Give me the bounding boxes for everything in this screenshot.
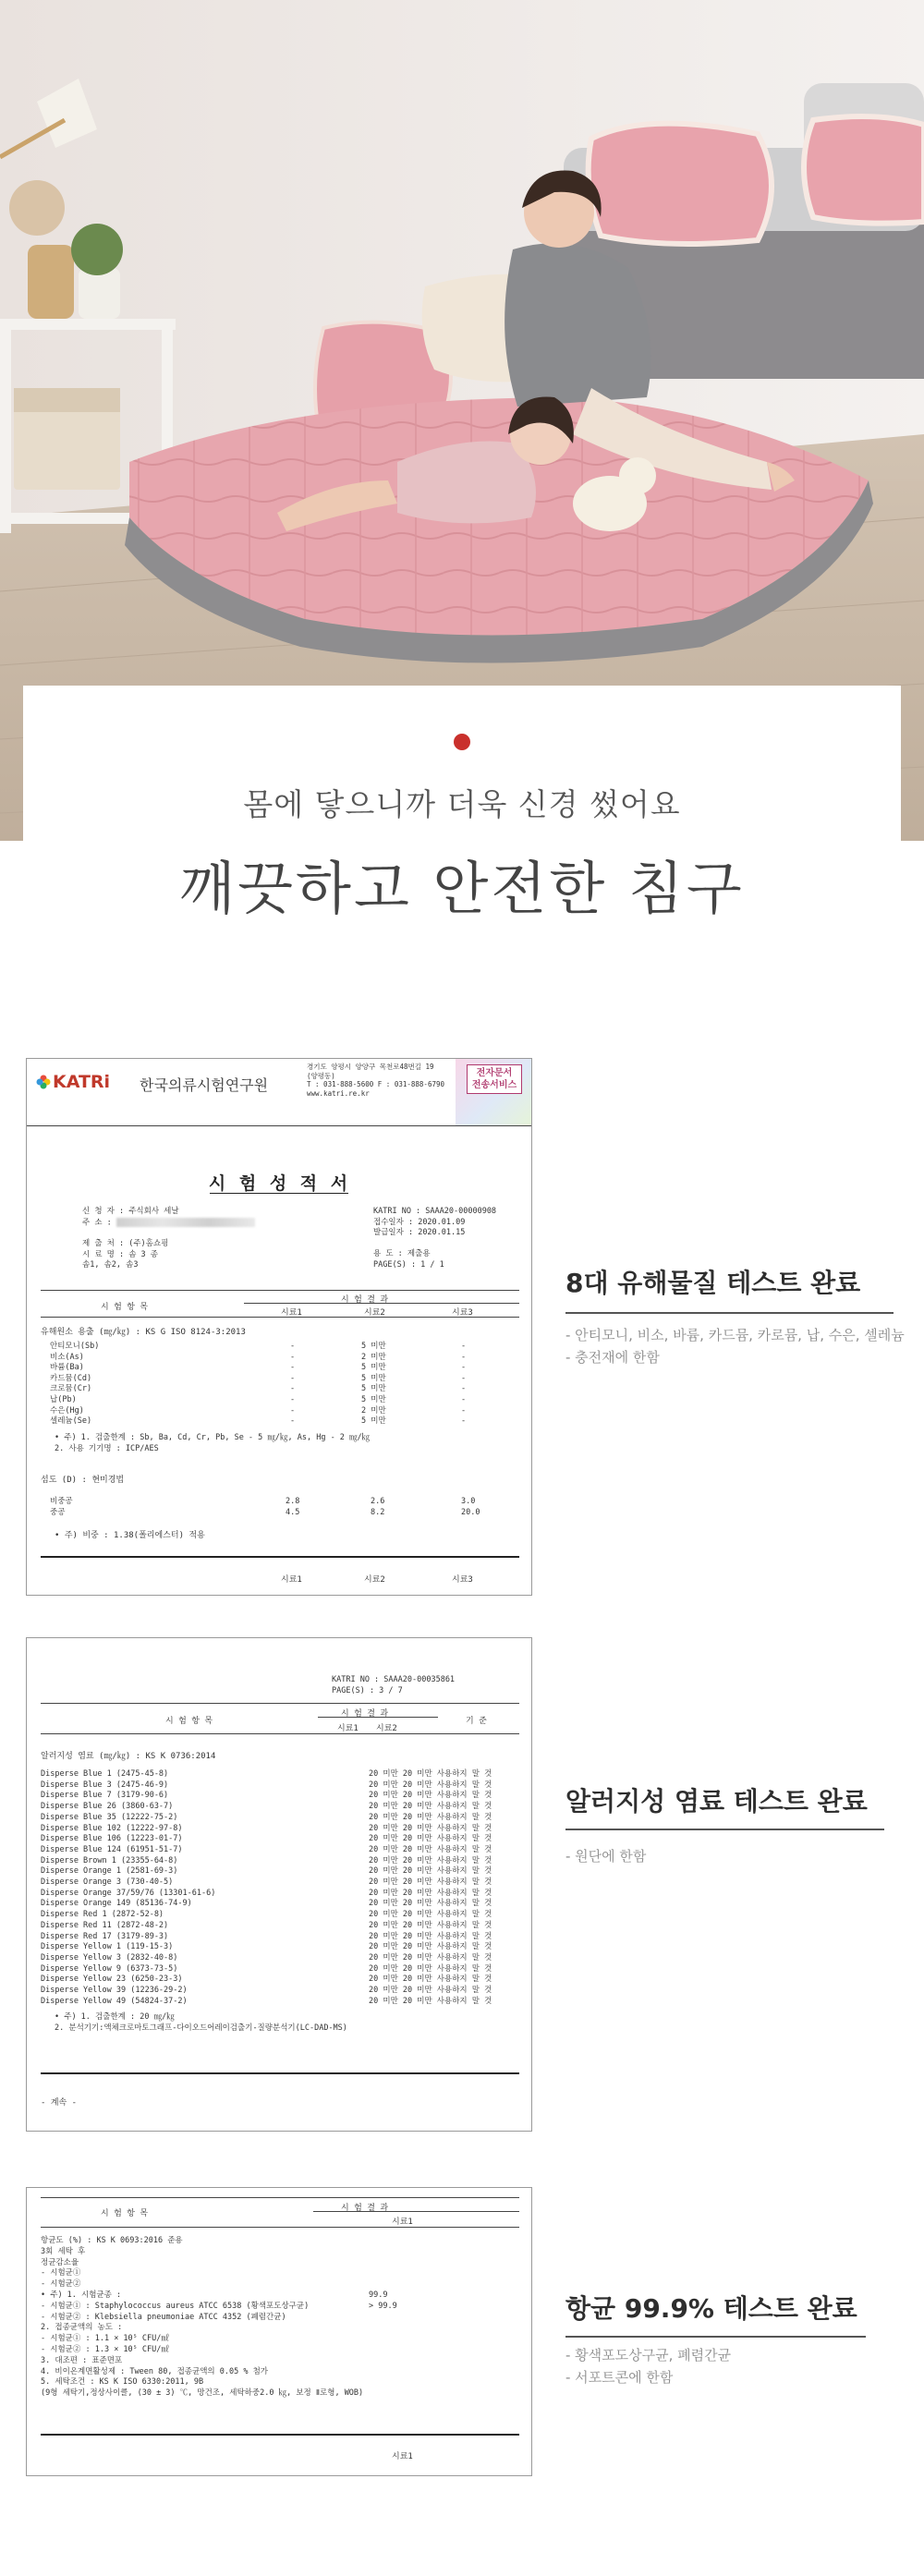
dye-result: 20 미만 20 미만 사용하지 말 것 bbox=[369, 1769, 492, 1779]
katri-logo: KATRi bbox=[53, 1072, 111, 1092]
dye-result: 20 미만 20 미만 사용하지 말 것 bbox=[369, 1942, 492, 1952]
antibacterial-line: - 시험균① bbox=[41, 2268, 81, 2278]
element-value-sample3: - bbox=[461, 1416, 467, 1427]
element-value-sample1: - bbox=[290, 1384, 296, 1394]
dye-name: Disperse Orange 1 (2581-69-3) bbox=[41, 1866, 178, 1877]
element-name: 셀레늄(Se) bbox=[50, 1416, 92, 1427]
dye-name: Disperse Blue 26 (3860-63-7) bbox=[41, 1802, 174, 1812]
dye-result: 20 미만 20 미만 사용하지 말 것 bbox=[369, 1931, 492, 1941]
dye-name: Disperse Red 11 (2872-48-2) bbox=[41, 1920, 169, 1930]
antibacterial-line: 3회 세탁 후 bbox=[41, 2246, 86, 2256]
section-allergenic-dyes: 알러지성 염료 (㎎/㎏) : KS K 0736:2014 bbox=[41, 1752, 216, 1761]
fiber-rows: 비중공 중공 bbox=[50, 1497, 73, 1517]
dye-name: Disperse Yellow 9 (6373-73-5) bbox=[41, 1963, 178, 1974]
note-density: • 주) 비중 : 1.38(폴리에스터) 적용 bbox=[55, 1531, 205, 1540]
dye-name: Disperse Blue 7 (3179-90-6) bbox=[41, 1791, 169, 1801]
element-value-sample1: - bbox=[290, 1405, 296, 1416]
element-value-sample3: - bbox=[461, 1373, 467, 1383]
dye-name: Disperse Blue 124 (61951-51-7) bbox=[41, 1844, 183, 1854]
report-fields: KATRI NO : SAAA20-00000908 접수일자 : 2020.01.09 발급일자 : 2020.01.15 용 도 : 제출용 PAGE(S) : 1 / 1 bbox=[373, 1207, 497, 1270]
dye-name: Disperse Brown 1 (23355-64-8) bbox=[41, 1855, 178, 1865]
element-value-sample1: - bbox=[290, 1363, 296, 1373]
element-value-sample2: 2 미만 bbox=[361, 1405, 386, 1416]
intro-card bbox=[23, 686, 901, 859]
element-name: 크로뮴(Cr) bbox=[50, 1384, 92, 1394]
caption-title-dyes: 알러지성 염료 테스트 완료 bbox=[565, 1786, 868, 1817]
antibacterial-line: - 시험균② : 1.3 × 10⁵ CFU/㎖ bbox=[41, 2344, 169, 2354]
dye-result: 20 미만 20 미만 사용하지 말 것 bbox=[369, 1963, 492, 1974]
katri-flower-icon bbox=[36, 1075, 51, 1089]
element-name: 납(Pb) bbox=[50, 1394, 77, 1404]
dye-name: Disperse Blue 35 (12222-75-2) bbox=[41, 1812, 178, 1822]
element-value-sample1: - bbox=[290, 1416, 296, 1427]
dye-result: 20 미만 20 미만 사용하지 말 것 bbox=[369, 1834, 492, 1844]
element-value-sample2: 5 미만 bbox=[361, 1342, 386, 1351]
element-name: 카드뮴(Cd) bbox=[50, 1373, 92, 1383]
doc-title: 시 험 성 적 서 bbox=[208, 1173, 352, 1194]
element-value-sample1: - bbox=[290, 1394, 296, 1404]
dye-name: Disperse Orange 149 (85136-74-9) bbox=[41, 1899, 192, 1909]
antibacterial-line: 항균도 (%) : KS K 0693:2016 준용 bbox=[41, 2236, 183, 2245]
caption-sub-dyes: - 원단에 한함 bbox=[565, 1848, 647, 1865]
element-name: 수은(Hg) bbox=[50, 1405, 84, 1416]
element-value-sample3: - bbox=[461, 1384, 467, 1394]
dye-name: Disperse Yellow 1 (119-15-3) bbox=[41, 1942, 174, 1952]
element-value-sample3: - bbox=[461, 1363, 467, 1373]
element-value-sample2: 5 미만 bbox=[361, 1416, 386, 1427]
dye-name: Disperse Red 17 (3179-89-3) bbox=[41, 1931, 169, 1941]
test-report-heavy-metals: KATRi 한국의류시험연구원 경기도 양평시 양양구 목천로48번길 19 (양평동) T : 031-888-5600 F : 031-888-6790 www.katri.re.kr 전자문서 전송서비스 시 험 성 적 서 신 청 자 : 주식회사 세날 주 소 : 제 출 처 : (주)홈쇼핑 시 료 명 : 솜 3 종 솜1, 솜2, 솜3 KATRI NO : SAAA20-00000908 접수일자 : 2020.01.09 발급일자 : 2020.01.15 용 도 : 제출용 PAGE(S) : 1 / 1 시 험 결 과 시 험 항 목 시료1 시료2 시료3 유해원소 용출 (㎎/㎏) : KS G ISO 8124-3:2013 안티모니(Sb) 비소(As) 바륨(Ba) 카드뮴(Cd) 크로뮴(Cr) 납(Pb) 수은(Hg) 셀레늄(Se) - - - - - - - - 5 미만 2 미만 5 미만 5 미만 5 미만 5 미만 2 미만 5 미만 - - - - - - - - • 주) 1. 검출한계 : Sb, Ba, Cd, Cr, Pb, Se - 5 ㎎/㎏, As, Hg - 2 ㎎/㎏ 2. 사용 기기명 : ICP/AES 섬도 (D) : 현미경법 비중공 중공 2.8 4.5 2.6 8.2 3.0 20.0 • 주) 비중 : 1.38(폴리에스터) 적용 시료1 시료2 시료3 bbox=[26, 1058, 532, 1596]
dye-name: Disperse Yellow 49 (54824-37-2) bbox=[41, 1996, 188, 2006]
dye-result: 20 미만 20 미만 사용하지 말 것 bbox=[369, 1844, 492, 1854]
antibacterial-line: 2. 접종균액의 농도 : bbox=[41, 2323, 123, 2333]
note-detection-limit: • 주) 1. 검출한계 : Sb, Ba, Cd, Cr, Pb, Se - 5 ㎎/㎏, As, Hg - 2 ㎎/㎏ 2. 사용 기기명 : ICP/AES bbox=[55, 1433, 371, 1453]
applicant-fields: 신 청 자 : 주식회사 세날 주 소 : 제 출 처 : (주)홈쇼핑 시 료 명 : 솜 3 종 솜1, 솜2, 솜3 bbox=[82, 1207, 255, 1271]
org-name: 한국의류시험연구원 bbox=[140, 1076, 269, 1094]
red-dot-decoration bbox=[454, 734, 470, 750]
element-value-sample2: 5 미만 bbox=[361, 1394, 386, 1404]
element-value-sample3: - bbox=[461, 1394, 467, 1404]
col-item: 시 험 항 목 bbox=[101, 1303, 149, 1312]
element-value-sample2: 5 미만 bbox=[361, 1373, 386, 1383]
antibacterial-line: - 시험균① : 1.1 × 10⁵ CFU/㎖ bbox=[41, 2334, 169, 2344]
dye-result: 20 미만 20 미만 사용하지 말 것 bbox=[369, 1952, 492, 1962]
e-document-badge: 전자문서 전송서비스 bbox=[456, 1059, 532, 1125]
dye-name: Disperse Blue 106 (12223-01-7) bbox=[41, 1834, 183, 1844]
dye-result: 20 미만 20 미만 사용하지 말 것 bbox=[369, 1920, 492, 1930]
antibacterial-line: 5. 세탁조건 : KS K ISO 6330:2011, 9B bbox=[41, 2377, 204, 2388]
dye-name: Disperse Yellow 39 (12236-29-2) bbox=[41, 1986, 188, 1996]
antibacterial-line: (9형 세탁기,정상사이클, (30 ± 3) ℃, 망건조, 세탁하중2.0 ㎏, 보정 Ⅱ로형, WOB) bbox=[41, 2388, 364, 2399]
antibacterial-line: 3. 대조편 : 표준면포 bbox=[41, 2355, 123, 2365]
antibacterial-line: • 주) 1. 시험균종 : bbox=[41, 2290, 122, 2300]
dye-name: Disperse Orange 37/59/76 (13301-61-6) bbox=[41, 1888, 216, 1898]
dye-result: 20 미만 20 미만 사용하지 말 것 bbox=[369, 1823, 492, 1833]
dye-name: Disperse Blue 102 (12222-97-8) bbox=[41, 1823, 183, 1833]
element-value-sample1: - bbox=[290, 1373, 296, 1383]
intro-headline: 깨끗하고 안전한 침구 bbox=[179, 855, 745, 922]
test-report-allergenic-dyes: KATRI NO : SAAA20-00035861 PAGE(S) : 3 / 7 시 험 결 과 시 험 항 목 시료1 시료2 기 준 알러지성 염료 (㎎/㎏) : KS K 0736:2014 Disperse Blue 1 (2475-45-8) Disperse Blue 3 (2475-46-9) Disperse Blue 7 (3179-90-6) Disperse Blue 26 (3860-63-7) Disperse Blue 35 (12222-75-2) Disperse Blue 102 (12222-97-8) Disperse Blue 106 (12223-01-7) Disperse Blue 124 (61951-51-7) Disperse Brown 1 (23355-64-8) Disperse Orange 1 (2581-69-3) Disperse Orange 3 (730-40-5) Disperse Orange 37/59/76 (13301-61-6) Disperse Orange 149 (85136-74-9) Disperse Red 1 (2872-52-8) Disperse Red 11 (2872-48-2) Disperse Red 17 (3179-89-3) Disperse Yellow 1 (119-15-3) Disperse Yellow 3 (2832-40-8) Disperse Yellow 9 (6373-73-5) Disperse Yellow 23 (6250-23-3) Disperse Yellow 39 (12236-29-2) Disperse Yellow 49 (54824-37-2) 20 미만 20 미만 사용하지 말 것 20 미만 20 미만 사용하지 말 것 20 미만 20 미만 사용하지 말 것 20 미만 20 미만 사용하지 말 것 20 미만 20 미만 사용하지 말 것 20 미만 20 미만 사용하지 말 것 20 미만 20 미만 사용하지 말 것 20 미만 20 미만 사용하지 말 것 20 미만 20 미만 사용하지 말 것 20 미만 20 미만 사용하지 말 것 20 미만 20 미만 사용하지 말 것 20 미만 20 미만 사용하지 말 것 20 미만 20 미만 사용하지 말 것 20 미만 20 미만 사용하지 말 것 20 미만 20 미만 사용하지 말 것 20 미만 20 미만 사용하지 말 것 20 미만 20 미만 사용하지 말 것 20 미만 20 미만 사용하지 말 것 20 미만 20 미만 사용하지 말 것 20 미만 20 미만 사용하지 말 것 20 미만 20 미만 사용하지 말 것 20 미만 20 미만 사용하지 말 것 • 주) 1. 검출한계 : 20 ㎎/㎏ 2. 분석기기:액체크로마토그래프-다이오드어레이검출기-질량분석기(LC-DAD-MS) - 계속 - bbox=[26, 1637, 532, 2132]
section-heavy-metals: 유해원소 용출 (㎎/㎏) : KS G ISO 8124-3:2013 bbox=[41, 1328, 246, 1337]
dye-result: 20 미만 20 미만 사용하지 말 것 bbox=[369, 1802, 492, 1812]
dye-result: 20 미만 20 미만 사용하지 말 것 bbox=[369, 1910, 492, 1920]
dye-result: 20 미만 20 미만 사용하지 말 것 bbox=[369, 1780, 492, 1790]
element-value-sample1: - bbox=[290, 1352, 296, 1362]
element-name: 바륨(Ba) bbox=[50, 1363, 84, 1373]
element-value-sample3: - bbox=[461, 1405, 467, 1416]
dye-result: 20 미만 20 미만 사용하지 말 것 bbox=[369, 1899, 492, 1909]
dye-name: Disperse Yellow 3 (2832-40-8) bbox=[41, 1952, 178, 1962]
dye-result: 20 미만 20 미만 사용하지 말 것 bbox=[369, 1996, 492, 2006]
col-result: 시 험 결 과 bbox=[341, 1295, 389, 1305]
caption-sub-heavy-metals: - 안티모니, 비소, 바륨, 카드뮴, 카로뮴, 납, 수은, 셀레늄 - 충전재에 한함 bbox=[565, 1327, 905, 1366]
dye-name: Disperse Yellow 23 (6250-23-3) bbox=[41, 1975, 183, 1985]
dye-result: 20 미만 20 미만 사용하지 말 것 bbox=[369, 1812, 492, 1822]
dye-result: 20 미만 20 미만 사용하지 말 것 bbox=[369, 1877, 492, 1888]
antibacterial-line: 4. 비이온계면활성제 : Tween 80, 접종균액의 0.05 % 첨가 bbox=[41, 2366, 268, 2376]
element-name: 안티모니(Sb) bbox=[50, 1342, 100, 1351]
caption-sub-antibacterial: - 황색포도상구균, 폐렴간균 - 서포트콘에 한함 bbox=[565, 2347, 732, 2386]
dye-result: 20 미만 20 미만 사용하지 말 것 bbox=[369, 1975, 492, 1985]
antibacterial-line: - 시험균② bbox=[41, 2279, 81, 2290]
report-header: KATRI NO : SAAA20-00035861 PAGE(S) : 3 / 7 bbox=[332, 1675, 456, 1695]
address-redacted bbox=[116, 1218, 255, 1227]
dye-name: Disperse Blue 3 (2475-46-9) bbox=[41, 1780, 169, 1790]
section-fineness: 섬도 (D) : 현미경법 bbox=[41, 1476, 125, 1485]
dye-name: Disperse Red 1 (2872-52-8) bbox=[41, 1910, 164, 1920]
intro-subhead: 몸에 닿으니까 더욱 신경 썼어요 bbox=[243, 786, 681, 822]
element-value-sample3: - bbox=[461, 1352, 467, 1362]
antibacterial-line: - 시험균① : Staphylococcus aureus ATCC 6538 (황색포도상구균) bbox=[41, 2301, 310, 2311]
antibacterial-line: - 시험균② : Klebsiella pneumoniae ATCC 4352 (폐렴간균) bbox=[41, 2312, 286, 2322]
dye-result: 20 미만 20 미만 사용하지 말 것 bbox=[369, 1888, 492, 1898]
dye-result: 20 미만 20 미만 사용하지 말 것 bbox=[369, 1986, 492, 1996]
dye-result: 20 미만 20 미만 사용하지 말 것 bbox=[369, 1866, 492, 1877]
antibacterial-values: 99.9 > 99.9 bbox=[369, 2290, 397, 2311]
test-report-antibacterial: 시 험 결 과 시 험 항 목 시료1 항균도 (%) : KS K 0693:2016 준용 3회 세탁 후 정균감소율 - 시험균① - 시험균② • 주) 1. 시험균종 : - 시험균① : Staphylococcus aureus ATCC 6538 (황색포도상구균) - 시험균② : Klebsiella pneumoniae ATCC 4352 (폐렴간균) 2. 접종균액의 농도 : - 시험균① : 1.1 × 10⁵ CFU/㎖ - 시험균② : 1.3 × 10⁵ CFU/㎖ 3. 대조편 : 표준면포 4. 비이온계면활성제 : Tween 80, 접종균액의 0.05 % 첨가 5. 세탁조건 : KS K ISO 6330:2011, 9B (9형 세탁기,정상사이클, (30 ± 3) ℃, 망건조, 세탁하중2.0 ㎏, 보정 Ⅱ로형, WOB) 99.9 > 99.9 시료1 bbox=[26, 2187, 532, 2476]
antibacterial-line: 정균감소율 bbox=[41, 2257, 79, 2267]
caption-title-antibacterial: 항균 99.9% 테스트 완료 bbox=[565, 2293, 857, 2324]
dye-name: Disperse Orange 3 (730-40-5) bbox=[41, 1877, 174, 1888]
element-value-sample3: - bbox=[461, 1342, 467, 1351]
element-value-sample2: 5 미만 bbox=[361, 1363, 386, 1373]
element-name: 비소(As) bbox=[50, 1352, 84, 1362]
element-value-sample2: 2 미만 bbox=[361, 1352, 386, 1362]
dye-result: 20 미만 20 미만 사용하지 말 것 bbox=[369, 1791, 492, 1801]
caption-title-heavy-metals: 8대 유해물질 테스트 완료 bbox=[565, 1268, 861, 1298]
org-address: 경기도 양평시 양양구 목천로48번길 19 (양평동) T : 031-888-5600 F : 031-888-6790 www.katri.re.kr bbox=[307, 1063, 445, 1098]
element-value-sample1: - bbox=[290, 1342, 296, 1351]
dye-result: 20 미만 20 미만 사용하지 말 것 bbox=[369, 1855, 492, 1865]
element-value-sample2: 5 미만 bbox=[361, 1384, 386, 1394]
continued-label: - 계속 - bbox=[41, 2098, 78, 2108]
dye-name: Disperse Blue 1 (2475-45-8) bbox=[41, 1769, 169, 1779]
note-dyes: • 주) 1. 검출한계 : 20 ㎎/㎏ 2. 분석기기:액체크로마토그래프-다이오드어레이검출기-질량분석기(LC-DAD-MS) bbox=[55, 2012, 347, 2033]
